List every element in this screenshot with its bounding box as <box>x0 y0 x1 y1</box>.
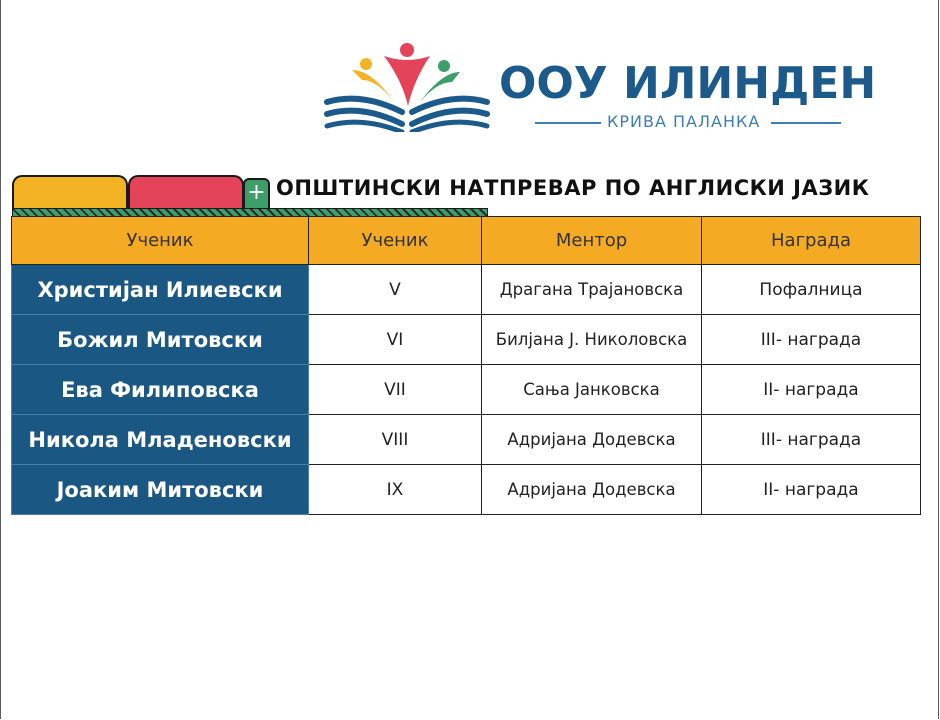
student-name: Божил Митовски <box>12 315 309 365</box>
mentor-name: Адријана Додевска <box>482 465 702 515</box>
mentor-name: Сања Јанковска <box>482 365 702 415</box>
page-title: ОПШТИНСКИ НАТПРЕВАР ПО АНГЛИСКИ ЈАЗИК <box>276 176 870 200</box>
award: Пофалница <box>702 265 921 315</box>
folder-tab-red <box>128 175 244 211</box>
student-grade: IX <box>309 465 482 515</box>
header-student: Ученик <box>12 217 309 265</box>
table-row <box>12 265 921 315</box>
header-mentor: Ментор <box>482 217 702 265</box>
table-row <box>12 365 921 415</box>
school-name: ООУ ИЛИНДЕН <box>499 58 877 109</box>
subtitle-rule-right <box>771 122 841 124</box>
student-grade: V <box>309 265 482 315</box>
student-grade: VIII <box>309 415 482 465</box>
school-logo <box>322 40 882 135</box>
table-header-row <box>12 217 921 265</box>
student-name: Христијан Илиевски <box>12 265 309 315</box>
award: II- награда <box>702 365 921 415</box>
results-table <box>11 216 921 515</box>
subtitle-rule-left <box>535 122 601 124</box>
table-row <box>12 465 921 515</box>
table-row <box>12 315 921 365</box>
student-name: Ева Филиповска <box>12 365 309 415</box>
award: III- награда <box>702 415 921 465</box>
student-name: Јоаким Митовски <box>12 465 309 515</box>
folder-tab-yellow <box>12 175 128 211</box>
award: III- награда <box>702 315 921 365</box>
mentor-name: Билјана Ј. Николовска <box>482 315 702 365</box>
header-award: Награда <box>702 217 921 265</box>
logo-book-figures-icon <box>322 40 492 132</box>
award: II- награда <box>702 465 921 515</box>
school-city: КРИВА ПАЛАНКА <box>607 112 761 131</box>
student-grade: VI <box>309 315 482 365</box>
student-grade: VII <box>309 365 482 415</box>
mentor-name: Адријана Додевска <box>482 415 702 465</box>
table-row <box>12 415 921 465</box>
header-grade: Ученик <box>309 217 482 265</box>
student-name: Никола Младеновски <box>12 415 309 465</box>
mentor-name: Драгана Трајановска <box>482 265 702 315</box>
plus-icon: + <box>243 178 270 210</box>
